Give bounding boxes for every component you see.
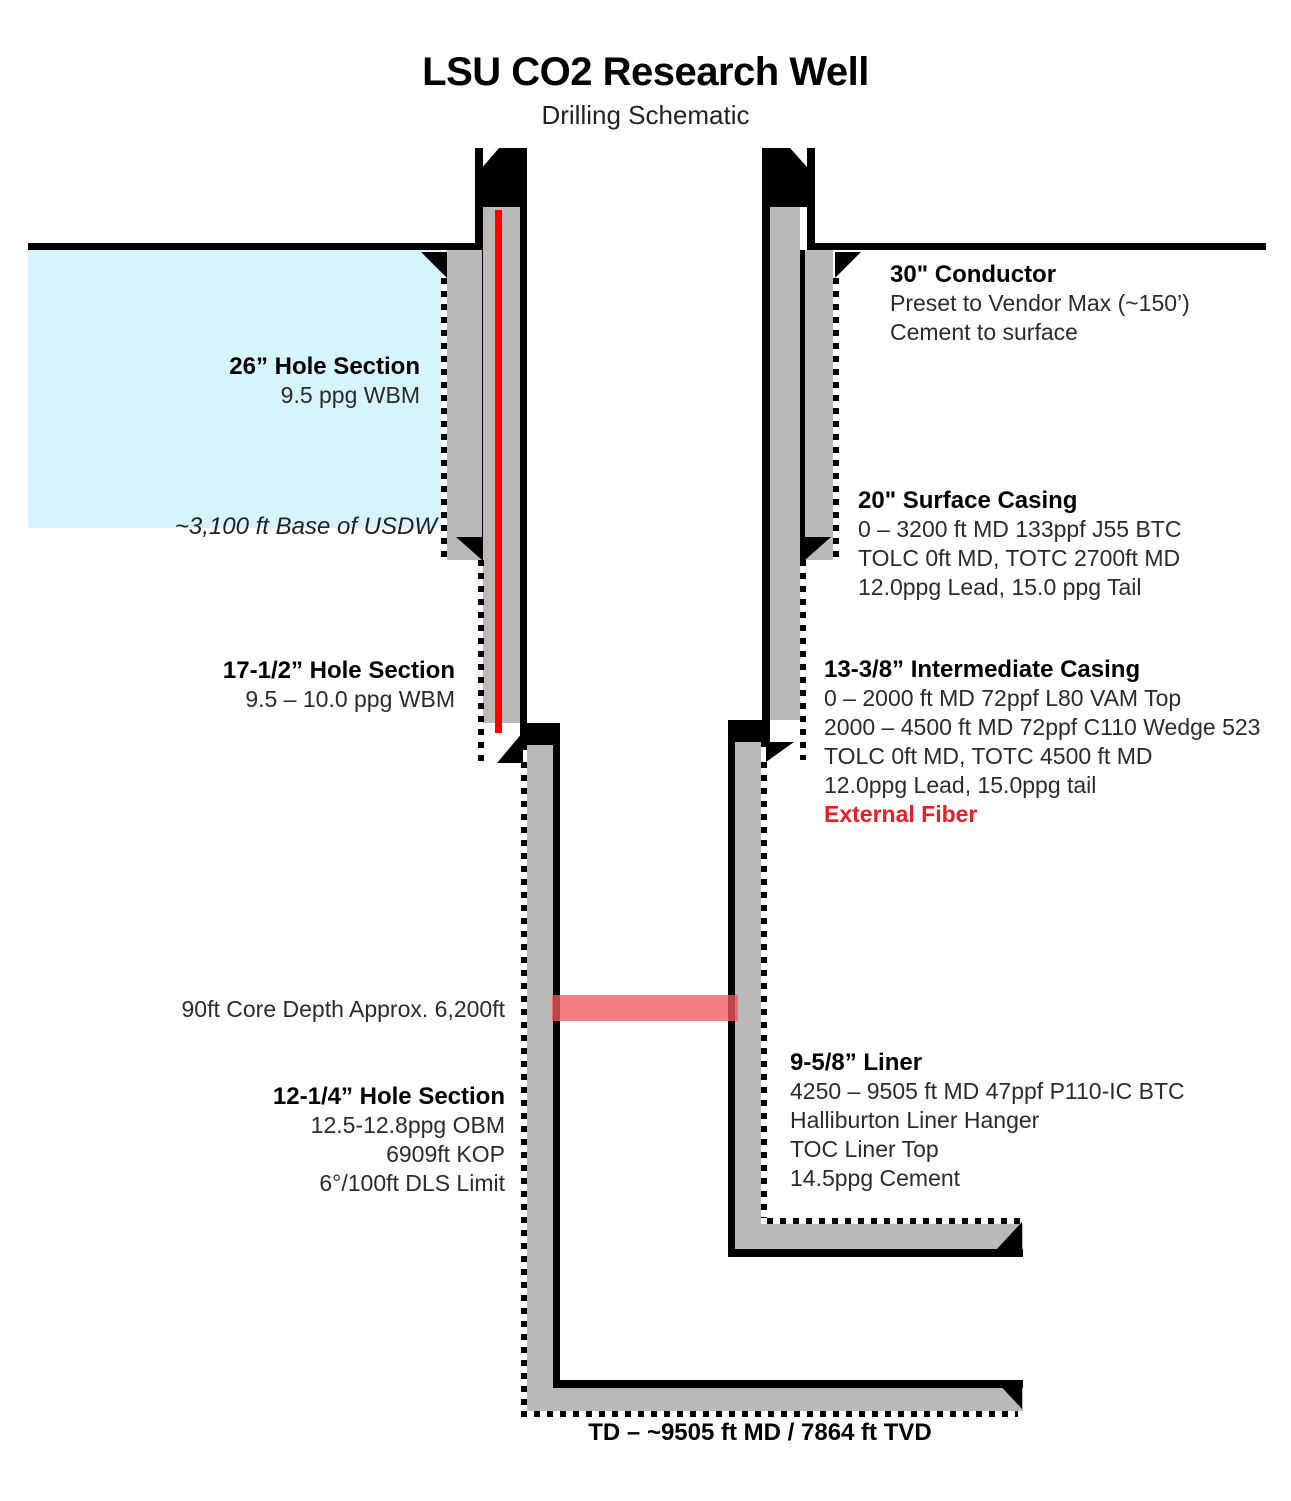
label-surface-casing-title: 20" Surface Casing	[858, 487, 1078, 514]
surface-casing-left	[447, 250, 482, 560]
label-surface-casing-line: 0 – 3200 ft MD 133ppf J55 BTC	[858, 516, 1182, 542]
label-intermediate-casing-line: TOLC 0ft MD, TOTC 4500 ft MD	[824, 743, 1153, 769]
label-intermediate-casing-line: 12.0ppg Lead, 15.0ppg tail	[824, 772, 1097, 798]
td-bar-edge	[553, 1380, 1023, 1388]
td-bar-dotted-bottom	[521, 1411, 1018, 1417]
td-bar	[527, 1388, 1023, 1411]
ground-line-right	[813, 243, 1266, 250]
liner-right	[735, 742, 761, 1249]
label-liner-line: 14.5ppg Cement	[790, 1165, 961, 1191]
label-conductor-line: Cement to surface	[890, 319, 1078, 345]
label-12-hole	[273, 1082, 505, 1198]
intermediate-shoe-right	[766, 742, 794, 762]
label-12-hole-line: 6909ft KOP	[386, 1141, 505, 1167]
cement-dotted-right-outer	[833, 278, 839, 560]
label-external-fiber: External Fiber	[824, 801, 978, 827]
label-conductor-title: 30" Conductor	[890, 261, 1057, 288]
label-12-hole-line: 6°/100ft DLS Limit	[319, 1170, 505, 1196]
label-12-hole-line: 12.5-12.8ppg OBM	[310, 1112, 505, 1138]
external-fiber-line	[495, 210, 502, 733]
liner-wall-left	[553, 745, 560, 1388]
label-surface-casing	[858, 486, 1181, 602]
liner-left	[527, 745, 553, 1411]
label-core-depth	[182, 995, 505, 1024]
intermediate-casing-right	[770, 207, 800, 720]
label-12-hole-title: 12-1/4” Hole Section	[272, 1083, 505, 1110]
liner-shoe-bar	[735, 1224, 1023, 1249]
page-title: LSU CO2 Research Well	[422, 50, 869, 94]
label-26-hole-title: 26” Hole Section	[229, 353, 420, 380]
ground-line-left	[28, 243, 478, 250]
wellhead-strip-right	[807, 148, 815, 250]
label-core-depth-text: 90ft Core Depth Approx. 6,200ft	[181, 996, 505, 1022]
conductor-marker-right	[835, 252, 861, 278]
label-surface-casing-line: TOLC 0ft MD, TOTC 2700ft MD	[858, 545, 1181, 571]
label-surface-casing-line: 12.0ppg Lead, 15.0 ppg Tail	[858, 574, 1142, 600]
label-liner-title: 9-5/8” Liner	[790, 1049, 923, 1076]
wellhead-strip-left	[475, 148, 483, 250]
cement-dotted-left-liner	[521, 762, 527, 1411]
label-usdw-base-text: ~3,100 ft Base of USDW	[174, 513, 437, 540]
label-total-depth: TD – ~9505 ft MD / 7864 ft TVD	[588, 1419, 932, 1446]
cement-dotted-left-outer	[441, 278, 447, 560]
surface-casing-right	[805, 250, 833, 560]
label-17-hole	[223, 656, 455, 714]
label-liner-line: TOC Liner Top	[790, 1136, 939, 1162]
label-intermediate-casing-title: 13-3/8” Intermediate Casing	[824, 656, 1141, 683]
page-subtitle: Drilling Schematic	[541, 100, 750, 130]
label-intermediate-casing	[824, 655, 1260, 829]
intermediate-casing-wall-left	[520, 207, 527, 723]
cement-dotted-right-liner	[761, 762, 767, 1218]
liner-shoe-bar-edge	[728, 1249, 1023, 1257]
label-26-hole-line: 9.5 ppg WBM	[280, 382, 420, 408]
label-17-hole-line: 9.5 – 10.0 ppg WBM	[245, 686, 455, 712]
label-17-hole-title: 17-1/2” Hole Section	[222, 657, 455, 684]
label-liner	[790, 1048, 1185, 1193]
label-usdw-base	[175, 512, 437, 541]
label-conductor-line: Preset to Vendor Max (~150’)	[890, 290, 1190, 316]
label-intermediate-casing-line: 2000 – 4500 ft MD 72ppf C110 Wedge 523	[824, 714, 1261, 740]
label-liner-line: Halliburton Liner Hanger	[790, 1107, 1040, 1133]
label-intermediate-casing-line: 0 – 2000 ft MD 72ppf L80 VAM Top	[824, 685, 1182, 711]
cement-dotted-right-mid	[800, 560, 806, 760]
label-conductor	[890, 260, 1190, 347]
intermediate-casing-wall-right	[762, 207, 770, 720]
label-liner-line: 4250 – 9505 ft MD 47ppf P110-IC BTC	[790, 1078, 1185, 1104]
core-interval-band	[552, 995, 738, 1021]
label-26-hole	[229, 352, 420, 410]
cement-dotted-left-mid	[478, 560, 484, 762]
